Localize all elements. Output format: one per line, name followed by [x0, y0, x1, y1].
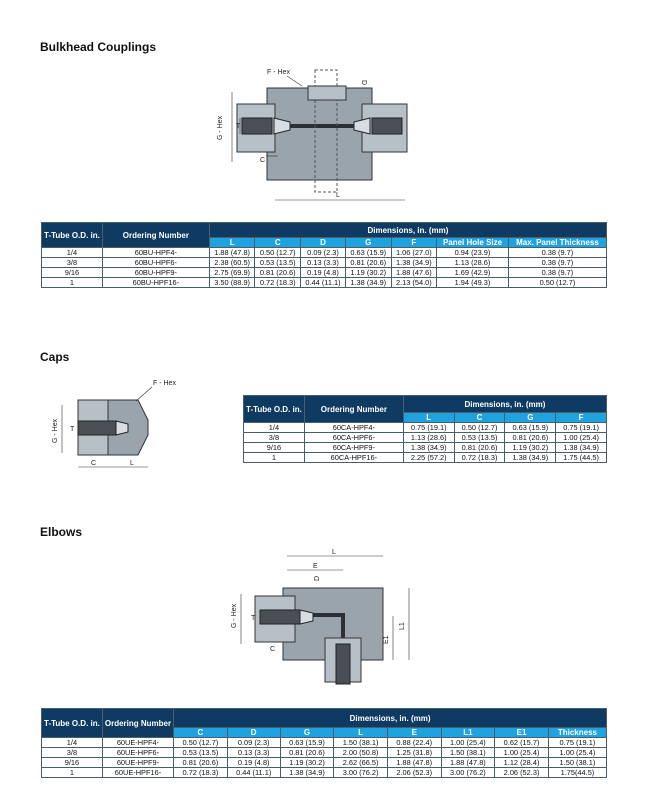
cell: 0.75 (19.1)	[556, 423, 607, 433]
cell: 0.38 (9.7)	[508, 258, 606, 268]
tube-size: 1/4	[42, 248, 103, 258]
elbows-header-ordering: Ordering Number	[102, 709, 173, 738]
cell: 0.72 (18.3)	[255, 278, 301, 288]
caps-col-g: G	[505, 413, 556, 423]
cell: 1.13 (28.6)	[403, 433, 454, 443]
ordering-number: 60CA-HPF4-	[304, 423, 403, 433]
tube-size: 1	[244, 453, 305, 463]
cell: 1.38 (34.9)	[345, 278, 391, 288]
caps-l-label: L	[130, 460, 134, 467]
elbow-e-label: E	[313, 563, 318, 570]
elbow-d-label: D	[314, 575, 321, 581]
table-row	[244, 443, 607, 453]
elbows-col-l: L	[334, 728, 388, 738]
elbows-header-dimensions: Dimensions, in. (mm)	[174, 709, 607, 728]
cell: 1.19 (30.2)	[280, 758, 334, 768]
cell: 0.75 (19.1)	[548, 738, 606, 748]
table-row	[244, 423, 607, 433]
cell: 0.38 (9.7)	[508, 248, 606, 258]
ordering-number: 60CA-HPF9-	[304, 443, 403, 453]
cell: 1.25 (31.8)	[387, 748, 441, 758]
bulkhead-title: Bulkhead Couplings	[40, 40, 157, 54]
cell: 1.12 (28.4)	[495, 758, 549, 768]
table-row	[42, 258, 607, 268]
tube-size: 9/16	[42, 268, 103, 278]
caps-col-c: C	[454, 413, 505, 423]
cell: 2.75 (69.9)	[209, 268, 255, 278]
d-label: D	[360, 80, 367, 86]
cell: 0.88 (22.4)	[387, 738, 441, 748]
elbow-l-label: L	[332, 549, 336, 556]
table-row	[244, 453, 607, 463]
table-row	[42, 758, 607, 768]
cell: 0.72 (18.3)	[174, 768, 228, 778]
caps-table	[243, 395, 607, 463]
cell: 1.19 (30.2)	[345, 268, 391, 278]
elbows-title: Elbows	[40, 525, 83, 539]
g-hex-label: G - Hex	[217, 115, 224, 140]
cell: 3.00 (76.2)	[334, 768, 388, 778]
cell: 0.81 (20.6)	[505, 433, 556, 443]
cell: 0.62 (15.7)	[495, 738, 549, 748]
elbows-col-g: G	[280, 728, 334, 738]
bulkhead-table	[41, 222, 607, 288]
ordering-number: 60UE-HPF4-	[102, 738, 173, 748]
table-row	[42, 278, 607, 288]
bulkhead-right-tube	[372, 118, 402, 134]
tube-size: 9/16	[42, 758, 103, 768]
bulkhead-body	[267, 88, 372, 180]
cell: 1.69 (42.9)	[437, 268, 509, 278]
elbows-col-e: E	[387, 728, 441, 738]
caps-col-f: F	[556, 413, 607, 423]
caps-title: Caps	[40, 350, 70, 364]
cell: 0.53 (13.5)	[255, 258, 301, 268]
cell: 1.38 (34.9)	[403, 443, 454, 453]
cell: 0.63 (15.9)	[280, 738, 334, 748]
cell: 1.00 (25.4)	[495, 748, 549, 758]
cell: 1.50 (38.1)	[548, 758, 606, 768]
table-row	[42, 248, 607, 258]
elbow-t-label: T	[251, 615, 256, 622]
cell: 1.13 (28.6)	[437, 258, 509, 268]
cell: 2.06 (52.3)	[495, 768, 549, 778]
bulkhead-left-tube	[242, 118, 272, 134]
caps-header-ordering: Ordering Number	[304, 396, 403, 423]
ordering-number: 60UE-HPF6-	[102, 748, 173, 758]
tube-size: 1/4	[42, 738, 103, 748]
elbows-col-e1: E1	[495, 728, 549, 738]
tube-size: 1	[42, 768, 103, 778]
elbows-table	[41, 708, 607, 778]
elbow-c-label: C	[270, 646, 276, 653]
table-row	[244, 433, 607, 443]
cell: 0.81 (20.6)	[454, 443, 505, 453]
ordering-number: 60UE-HPF9-	[102, 758, 173, 768]
cell: 0.13 (3.3)	[301, 258, 346, 268]
ordering-number: 60UE-HPF16-	[102, 768, 173, 778]
tube-size: 3/8	[42, 258, 103, 268]
tube-size: 3/8	[244, 433, 305, 443]
cell: 0.50 (12.7)	[508, 278, 606, 288]
cell: 2.25 (57.2)	[403, 453, 454, 463]
cell: 0.53 (13.5)	[174, 748, 228, 758]
t-label: T	[236, 123, 241, 130]
caps-tube	[78, 421, 116, 435]
cell: 2.13 (54.0)	[391, 278, 437, 288]
elbow-e1-label: E1	[383, 635, 390, 644]
bulkhead-header-dimensions: Dimensions, in. (mm)	[209, 223, 606, 238]
cell: 3.50 (88.9)	[209, 278, 255, 288]
bulkhead-col-d: D	[301, 238, 346, 248]
cell: 0.63 (15.9)	[345, 248, 391, 258]
table-row	[42, 748, 607, 758]
bulkhead-diagram	[212, 62, 447, 212]
caps-diagram	[48, 375, 198, 475]
cell: 0.09 (2.3)	[301, 248, 346, 258]
elbows-col-d: D	[227, 728, 280, 738]
elbows-diagram	[225, 548, 425, 693]
cell: 0.53 (13.5)	[454, 433, 505, 443]
table-row	[42, 268, 607, 278]
table-row	[42, 768, 607, 778]
cell: 0.81 (20.6)	[255, 268, 301, 278]
bulkhead-col-max-panel: Max. Panel Thickness	[508, 238, 606, 248]
cell: 0.81 (20.6)	[174, 758, 228, 768]
cell: 1.19 (30.2)	[505, 443, 556, 453]
cell: 0.81 (20.6)	[280, 748, 334, 758]
caps-f-hex-label: F - Hex	[153, 380, 176, 387]
tube-size: 3/8	[42, 748, 103, 758]
cell: 1.00 (25.4)	[556, 433, 607, 443]
ordering-number: 60BU-HPF16-	[102, 278, 209, 288]
caps-f-hex-leader	[136, 387, 152, 401]
caps-header-tube: T-Tube O.D. in.	[244, 396, 305, 423]
cell: 0.38 (9.7)	[508, 268, 606, 278]
cell: 2.62 (66.5)	[334, 758, 388, 768]
cell: 1.38 (34.9)	[505, 453, 556, 463]
ordering-number: 60BU-HPF9-	[102, 268, 209, 278]
cell: 0.94 (23.9)	[437, 248, 509, 258]
cell: 0.09 (2.3)	[227, 738, 280, 748]
cell: 0.72 (18.3)	[454, 453, 505, 463]
cell: 1.00 (25.4)	[441, 738, 495, 748]
caps-col-l: L	[403, 413, 454, 423]
cell: 1.06 (27.0)	[391, 248, 437, 258]
cell: 1.38 (34.9)	[556, 443, 607, 453]
bulkhead-header-tube: T-Tube O.D. in.	[42, 223, 103, 248]
c-label: C	[260, 157, 266, 164]
bulkhead-col-c: C	[255, 238, 301, 248]
cell: 1.88 (47.8)	[441, 758, 495, 768]
cell: 2.38 (60.5)	[209, 258, 255, 268]
cell: 1.50 (38.1)	[441, 748, 495, 758]
cell: 0.44 (11.1)	[227, 768, 280, 778]
f-hex-leader	[287, 76, 302, 86]
elbows-header-tube: T-Tube O.D. in.	[42, 709, 103, 738]
bulkhead-header-ordering: Ordering Number	[102, 223, 209, 248]
cell: 1.75 (44.5)	[556, 453, 607, 463]
l-label: L	[336, 192, 340, 199]
f-hex-label: F - Hex	[267, 69, 290, 76]
cell: 1.88 (47.8)	[387, 758, 441, 768]
caps-header-dimensions: Dimensions, in. (mm)	[403, 396, 606, 413]
bulkhead-jam-nut	[308, 86, 346, 100]
cell: 0.50 (12.7)	[454, 423, 505, 433]
cell: 1.94 (49.3)	[437, 278, 509, 288]
bulkhead-col-panel-hole: Panel Hole Size	[437, 238, 509, 248]
bulkhead-col-l: L	[209, 238, 255, 248]
cell: 1.88 (47.8)	[209, 248, 255, 258]
elbow-bottom-tube	[336, 644, 350, 684]
cell: 1.38 (34.9)	[391, 258, 437, 268]
elbow-g-hex-label: G - Hex	[231, 603, 238, 628]
caps-t-label: T	[70, 426, 75, 433]
cell: 0.13 (3.3)	[227, 748, 280, 758]
tube-size: 9/16	[244, 443, 305, 453]
bulkhead-col-g: G	[345, 238, 391, 248]
cell: 0.81 (20.6)	[345, 258, 391, 268]
cell: 0.44 (11.1)	[301, 278, 346, 288]
cell: 1.38 (34.9)	[280, 768, 334, 778]
cell: 0.19 (4.8)	[301, 268, 346, 278]
ordering-number: 60BU-HPF4-	[102, 248, 209, 258]
elbow-l1-label: L1	[399, 622, 406, 630]
ordering-number: 60CA-HPF16-	[304, 453, 403, 463]
elbow-left-tube	[260, 610, 300, 624]
table-row	[42, 738, 607, 748]
caps-g-hex-label: G - Hex	[52, 418, 59, 443]
tube-size: 1	[42, 278, 103, 288]
bulkhead-col-f: F	[391, 238, 437, 248]
cell: 0.50 (12.7)	[255, 248, 301, 258]
tube-size: 1/4	[244, 423, 305, 433]
ordering-number: 60CA-HPF6-	[304, 433, 403, 443]
elbows-col-thickness: Thickness	[548, 728, 606, 738]
cell: 0.75 (19.1)	[403, 423, 454, 433]
cell: 1.75(44.5)	[548, 768, 606, 778]
cell: 0.50 (12.7)	[174, 738, 228, 748]
elbows-col-c: C	[174, 728, 228, 738]
cell: 2.06 (52.3)	[387, 768, 441, 778]
cell: 1.50 (38.1)	[334, 738, 388, 748]
cell: 3.00 (76.2)	[441, 768, 495, 778]
elbow-left-ferrule	[300, 610, 313, 624]
cell: 1.00 (25.4)	[548, 748, 606, 758]
cell: 0.63 (15.9)	[505, 423, 556, 433]
caps-c-label: C	[91, 460, 97, 467]
cell: 1.88 (47.6)	[391, 268, 437, 278]
bulkhead-bore	[290, 124, 354, 128]
cell: 2.00 (50.8)	[334, 748, 388, 758]
elbows-col-l1: L1	[441, 728, 495, 738]
caps-ferrule	[116, 421, 128, 435]
ordering-number: 60BU-HPF6-	[102, 258, 209, 268]
cell: 0.19 (4.8)	[227, 758, 280, 768]
